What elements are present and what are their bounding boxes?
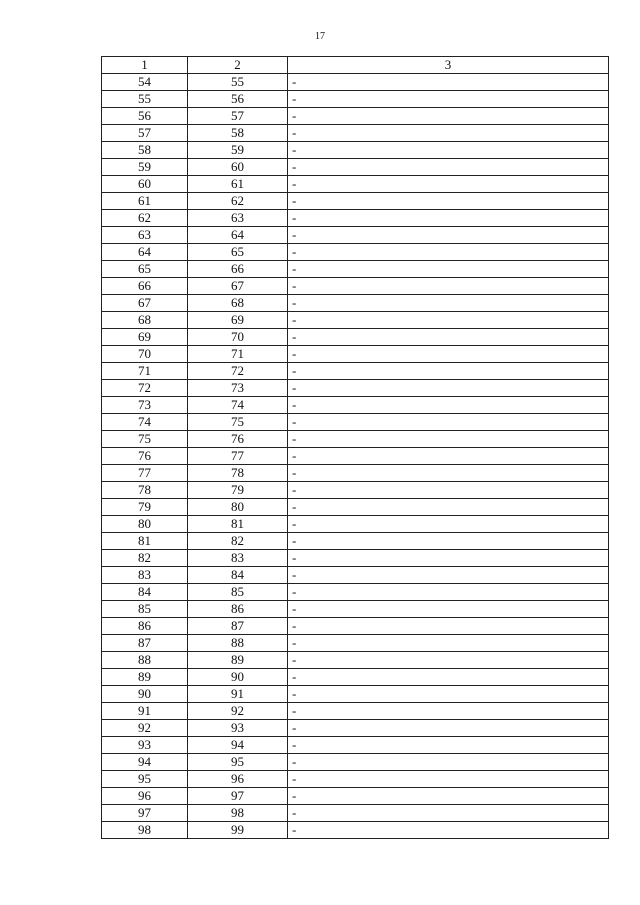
table-row — [102, 414, 609, 431]
cell-col-2: 80 — [188, 499, 288, 516]
cell-col-2: 57 — [188, 108, 288, 125]
cell-col-2: 98 — [188, 805, 288, 822]
cell-col-1: 54 — [102, 74, 188, 91]
table-row — [102, 584, 609, 601]
table-row — [102, 159, 609, 176]
table-row — [102, 669, 609, 686]
cell-col-1: 58 — [102, 142, 188, 159]
cell-col-1: 77 — [102, 465, 188, 482]
table-row — [102, 771, 609, 788]
cell-col-3: - — [288, 584, 609, 601]
cell-col-3: - — [288, 686, 609, 703]
cell-col-3: - — [288, 431, 609, 448]
table-row — [102, 244, 609, 261]
cell-col-1: 73 — [102, 397, 188, 414]
cell-col-3: - — [288, 499, 609, 516]
cell-col-2: 84 — [188, 567, 288, 584]
table-row — [102, 397, 609, 414]
cell-col-2: 83 — [188, 550, 288, 567]
cell-col-3: - — [288, 227, 609, 244]
table-row — [102, 142, 609, 159]
cell-col-3: - — [288, 516, 609, 533]
cell-col-2: 72 — [188, 363, 288, 380]
table-row — [102, 737, 609, 754]
cell-col-3: - — [288, 295, 609, 312]
cell-col-2: 97 — [188, 788, 288, 805]
table-row — [102, 465, 609, 482]
table-row — [102, 295, 609, 312]
table-row — [102, 703, 609, 720]
cell-col-2: 94 — [188, 737, 288, 754]
cell-col-3: - — [288, 533, 609, 550]
cell-col-1: 66 — [102, 278, 188, 295]
cell-col-3: - — [288, 601, 609, 618]
cell-col-3: - — [288, 244, 609, 261]
cell-col-1: 94 — [102, 754, 188, 771]
data-table — [101, 56, 609, 839]
cell-col-2: 85 — [188, 584, 288, 601]
cell-col-1: 56 — [102, 108, 188, 125]
cell-col-2: 81 — [188, 516, 288, 533]
cell-col-3: - — [288, 193, 609, 210]
cell-col-3: - — [288, 210, 609, 227]
table-row — [102, 431, 609, 448]
table-row — [102, 193, 609, 210]
cell-col-3: - — [288, 448, 609, 465]
table-row — [102, 108, 609, 125]
cell-col-3: - — [288, 91, 609, 108]
cell-col-1: 79 — [102, 499, 188, 516]
table-row — [102, 210, 609, 227]
cell-col-1: 87 — [102, 635, 188, 652]
table-row — [102, 278, 609, 295]
cell-col-1: 69 — [102, 329, 188, 346]
cell-col-1: 61 — [102, 193, 188, 210]
cell-col-2: 95 — [188, 754, 288, 771]
table-row — [102, 754, 609, 771]
cell-col-1: 90 — [102, 686, 188, 703]
table-row — [102, 261, 609, 278]
cell-col-3: - — [288, 754, 609, 771]
table-row — [102, 618, 609, 635]
table-row — [102, 380, 609, 397]
table-row — [102, 448, 609, 465]
cell-col-3: - — [288, 669, 609, 686]
column-header-3: 3 — [288, 57, 609, 74]
cell-col-1: 57 — [102, 125, 188, 142]
cell-col-3: - — [288, 482, 609, 499]
table-row — [102, 533, 609, 550]
cell-col-1: 65 — [102, 261, 188, 278]
table-row — [102, 516, 609, 533]
cell-col-3: - — [288, 550, 609, 567]
cell-col-3: - — [288, 108, 609, 125]
cell-col-3: - — [288, 142, 609, 159]
table-row — [102, 635, 609, 652]
cell-col-1: 91 — [102, 703, 188, 720]
table-row — [102, 74, 609, 91]
cell-col-2: 99 — [188, 822, 288, 839]
table-row — [102, 652, 609, 669]
table-row — [102, 312, 609, 329]
cell-col-1: 62 — [102, 210, 188, 227]
cell-col-2: 77 — [188, 448, 288, 465]
table-row — [102, 686, 609, 703]
cell-col-3: - — [288, 312, 609, 329]
cell-col-3: - — [288, 414, 609, 431]
table-row — [102, 567, 609, 584]
cell-col-3: - — [288, 125, 609, 142]
table-row — [102, 550, 609, 567]
cell-col-3: - — [288, 176, 609, 193]
cell-col-1: 92 — [102, 720, 188, 737]
cell-col-2: 79 — [188, 482, 288, 499]
cell-col-2: 71 — [188, 346, 288, 363]
cell-col-3: - — [288, 465, 609, 482]
cell-col-1: 72 — [102, 380, 188, 397]
cell-col-1: 68 — [102, 312, 188, 329]
cell-col-1: 78 — [102, 482, 188, 499]
cell-col-2: 89 — [188, 652, 288, 669]
cell-col-2: 64 — [188, 227, 288, 244]
cell-col-3: - — [288, 363, 609, 380]
cell-col-3: - — [288, 720, 609, 737]
cell-col-2: 90 — [188, 669, 288, 686]
table-row — [102, 805, 609, 822]
cell-col-1: 71 — [102, 363, 188, 380]
cell-col-2: 66 — [188, 261, 288, 278]
cell-col-2: 63 — [188, 210, 288, 227]
cell-col-3: - — [288, 703, 609, 720]
cell-col-3: - — [288, 771, 609, 788]
table-row — [102, 601, 609, 618]
cell-col-3: - — [288, 380, 609, 397]
cell-col-2: 74 — [188, 397, 288, 414]
table-row — [102, 788, 609, 805]
cell-col-2: 65 — [188, 244, 288, 261]
cell-col-2: 92 — [188, 703, 288, 720]
table-row — [102, 482, 609, 499]
cell-col-3: - — [288, 618, 609, 635]
cell-col-3: - — [288, 346, 609, 363]
cell-col-3: - — [288, 788, 609, 805]
cell-col-1: 67 — [102, 295, 188, 312]
cell-col-1: 83 — [102, 567, 188, 584]
cell-col-1: 96 — [102, 788, 188, 805]
cell-col-2: 68 — [188, 295, 288, 312]
cell-col-1: 98 — [102, 822, 188, 839]
cell-col-1: 89 — [102, 669, 188, 686]
cell-col-3: - — [288, 74, 609, 91]
table-row — [102, 822, 609, 839]
cell-col-2: 69 — [188, 312, 288, 329]
page-number: 17 — [315, 31, 325, 42]
cell-col-2: 88 — [188, 635, 288, 652]
cell-col-1: 80 — [102, 516, 188, 533]
table-row — [102, 499, 609, 516]
column-header-1: 1 — [102, 57, 188, 74]
table-row — [102, 227, 609, 244]
table-row — [102, 720, 609, 737]
cell-col-2: 93 — [188, 720, 288, 737]
cell-col-1: 85 — [102, 601, 188, 618]
cell-col-2: 76 — [188, 431, 288, 448]
cell-col-2: 73 — [188, 380, 288, 397]
cell-col-2: 86 — [188, 601, 288, 618]
table-row — [102, 125, 609, 142]
cell-col-1: 75 — [102, 431, 188, 448]
cell-col-3: - — [288, 737, 609, 754]
cell-col-1: 59 — [102, 159, 188, 176]
data-table-container — [101, 56, 608, 839]
table-row — [102, 346, 609, 363]
cell-col-3: - — [288, 397, 609, 414]
cell-col-3: - — [288, 278, 609, 295]
column-header-2: 2 — [188, 57, 288, 74]
cell-col-2: 60 — [188, 159, 288, 176]
cell-col-2: 55 — [188, 74, 288, 91]
cell-col-2: 59 — [188, 142, 288, 159]
cell-col-1: 97 — [102, 805, 188, 822]
cell-col-1: 74 — [102, 414, 188, 431]
cell-col-1: 86 — [102, 618, 188, 635]
cell-col-1: 63 — [102, 227, 188, 244]
cell-col-1: 64 — [102, 244, 188, 261]
cell-col-1: 76 — [102, 448, 188, 465]
cell-col-1: 95 — [102, 771, 188, 788]
cell-col-2: 87 — [188, 618, 288, 635]
cell-col-3: - — [288, 635, 609, 652]
cell-col-2: 70 — [188, 329, 288, 346]
cell-col-3: - — [288, 329, 609, 346]
cell-col-2: 61 — [188, 176, 288, 193]
cell-col-2: 78 — [188, 465, 288, 482]
cell-col-2: 62 — [188, 193, 288, 210]
cell-col-1: 60 — [102, 176, 188, 193]
cell-col-3: - — [288, 652, 609, 669]
cell-col-1: 82 — [102, 550, 188, 567]
cell-col-3: - — [288, 159, 609, 176]
cell-col-2: 91 — [188, 686, 288, 703]
cell-col-3: - — [288, 567, 609, 584]
cell-col-2: 82 — [188, 533, 288, 550]
cell-col-2: 96 — [188, 771, 288, 788]
cell-col-1: 55 — [102, 91, 188, 108]
table-row — [102, 329, 609, 346]
table-body — [102, 74, 609, 839]
cell-col-3: - — [288, 261, 609, 278]
cell-col-1: 88 — [102, 652, 188, 669]
cell-col-1: 70 — [102, 346, 188, 363]
cell-col-2: 75 — [188, 414, 288, 431]
cell-col-2: 67 — [188, 278, 288, 295]
cell-col-1: 84 — [102, 584, 188, 601]
cell-col-2: 58 — [188, 125, 288, 142]
table-row — [102, 91, 609, 108]
cell-col-2: 56 — [188, 91, 288, 108]
table-header-row — [102, 57, 609, 74]
table-row — [102, 363, 609, 380]
cell-col-3: - — [288, 822, 609, 839]
table-row — [102, 176, 609, 193]
cell-col-1: 81 — [102, 533, 188, 550]
cell-col-3: - — [288, 805, 609, 822]
cell-col-1: 93 — [102, 737, 188, 754]
